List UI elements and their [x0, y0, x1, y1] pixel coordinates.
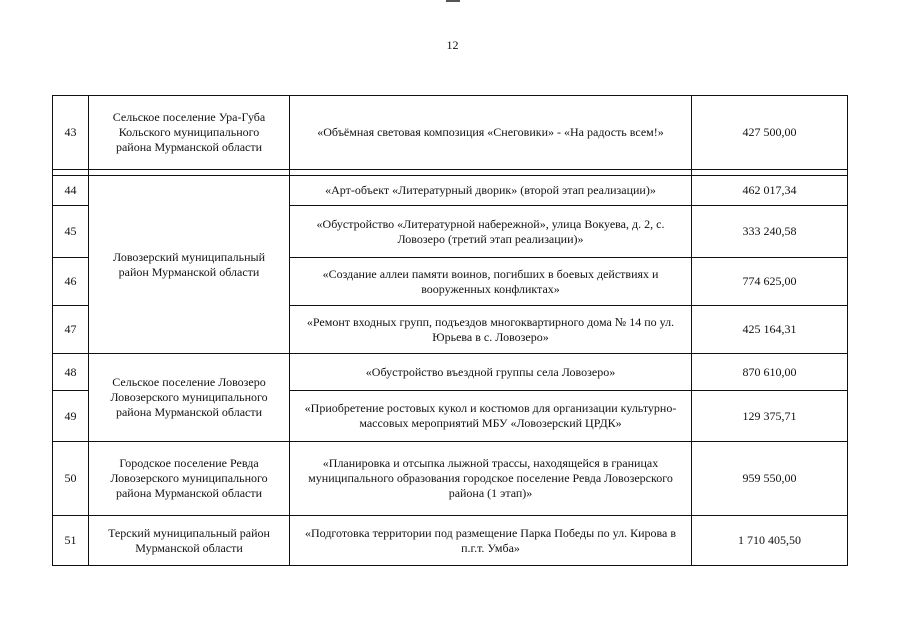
amount-cell: 1 710 405,50	[692, 516, 848, 566]
page-number: 12	[446, 38, 459, 52]
amount-cell: 959 550,00	[692, 442, 848, 516]
amount-cell: 774 625,00	[692, 258, 848, 306]
municipality-cell: Ловозерский муниципальный район Мурманской области	[89, 176, 290, 354]
project-cell: «Планировка и отсыпка лыжной трассы, находящейся в границах муниципального образования городское поселение Ревда Ловозерского района (1 этап)»	[290, 442, 692, 516]
table-row	[53, 516, 848, 566]
row-number: 49	[53, 391, 89, 442]
table-row	[53, 96, 848, 170]
amount-cell: 333 240,58	[692, 206, 848, 258]
row-number: 45	[53, 206, 89, 258]
amount-cell: 425 164,31	[692, 306, 848, 354]
top-edge-mark	[446, 0, 460, 2]
project-cell: «Обустройство «Литературной набережной», улица Вокуева, д. 2, с. Ловозеро (третий этап реализации)»	[290, 206, 692, 258]
project-cell: «Ремонт входных групп, подъездов многоквартирного дома № 14 по ул. Юрьева в с. Ловозеро»	[290, 306, 692, 354]
row-number: 43	[53, 96, 89, 170]
municipality-cell: Терский муниципальный район Мурманской области	[89, 516, 290, 566]
row-number: 51	[53, 516, 89, 566]
municipality-cell: Сельское поселение Ловозеро Ловозерского муниципального района Мурманской области	[89, 354, 290, 442]
municipality-cell: Сельское поселение Ура-Губа Кольского муниципального района Мурманской области	[89, 96, 290, 170]
row-number: 47	[53, 306, 89, 354]
funding-table	[52, 95, 848, 566]
table-row	[53, 354, 848, 391]
project-cell: «Приобретение ростовых кукол и костюмов для организации культурно-массовых мероприятий МБУ «Ловозерский ЦРДК»	[290, 391, 692, 442]
row-number: 50	[53, 442, 89, 516]
table-row	[53, 176, 848, 206]
amount-cell: 462 017,34	[692, 176, 848, 206]
amount-cell: 129 375,71	[692, 391, 848, 442]
amount-cell: 427 500,00	[692, 96, 848, 170]
row-number: 48	[53, 354, 89, 391]
project-cell: «Подготовка территории под размещение Парка Победы по ул. Кирова в п.г.т. Умба»	[290, 516, 692, 566]
municipality-cell: Городское поселение Ревда Ловозерского муниципального района Мурманской области	[89, 442, 290, 516]
amount-cell: 870 610,00	[692, 354, 848, 391]
project-cell: «Арт-объект «Литературный дворик» (второй этап реализации)»	[290, 176, 692, 206]
row-number: 46	[53, 258, 89, 306]
project-cell: «Объёмная световая композиция «Снеговики» - «На радость всем!»	[290, 96, 692, 170]
project-cell: «Создание аллеи памяти воинов, погибших в боевых действиях и вооруженных конфликтах»	[290, 258, 692, 306]
table-row	[53, 442, 848, 516]
row-number: 44	[53, 176, 89, 206]
project-cell: «Обустройство въездной группы села Ловозеро»	[290, 354, 692, 391]
